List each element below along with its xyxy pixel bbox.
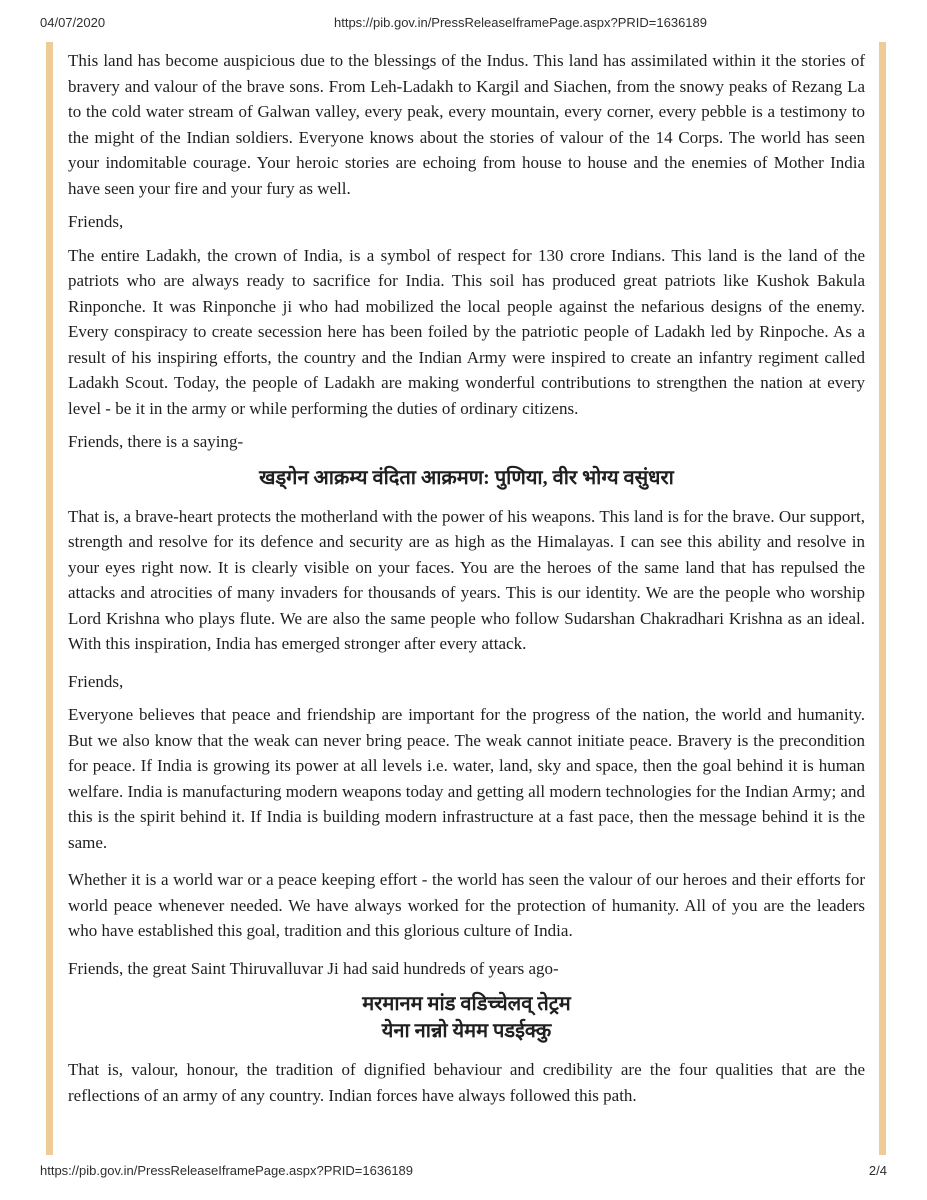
salutation-line [68,669,865,695]
paragraph [68,867,865,944]
page-footer [40,1163,887,1181]
document-body [46,42,886,1155]
salutation-line [68,956,865,982]
paragraph [68,48,865,201]
text-line: Friends, the great Saint Thiruvalluvar Ji had said hundreds of years ago- [68,958,559,978]
text-line: That is, a brave-heart protects the motherland with the power of his weapons. This land is for the brave. Our support, strength and resolve for its defence and security are as high as the Himalayas. I can see this ability and resolve in your eyes right now. It is clearly visible on your faces. You are the heroes of the same land that has repulsed the attacks and atrocities of many invaders for thousands of years. This is our identity. We are the people who worship Lord Krishna who plays flute. We are also the same people who follow Sudarshan Chakradhari Krishna as an ideal. With this inspiration, India has emerged stronger after every attack. [68,506,865,653]
paragraph [68,702,865,855]
text-line: खड्गेन आक्रम्य वंदिता आक्रमण: पुणिया, वीर भोग्य वसुंधरा [259,466,674,489]
footer-url: https://pib.gov.in/PressReleaseIframePage.aspx?PRID=1636189 [40,1163,414,1178]
footer-page-number: 2/4 [868,1163,887,1178]
paragraph [68,504,865,657]
text-line: Friends, there is a saying- [68,432,244,451]
text-line: Friends, [68,212,124,231]
text-line: Everyone believes that peace and friendship are important for the progress of the nation, the world and humanity. But we also know that the weak can never bring peace. The weak cannot initiate peace. Bravery is the precondition for peace. If India is growing its power at all levels i.e. water, land, sky and space, then the goal behind it is human welfare. India is manufacturing modern weapons today and getting all modern technologies for the Indian Army; and this is the spirit behind it. If India is building modern infrastructure at a fast pace, then the message behind it is the same. [68,705,865,852]
text-line: Whether it is a world war or a peace keeping effort - the world has seen the valour of our heroes and their efforts for world peace whenever needed. We have always worked for the protection of humanity. All of you are the leaders who have established this goal, tradition and this glorious culture of India. [68,870,865,940]
paragraph [68,243,865,422]
quote-block [68,465,865,492]
page-header [0,15,927,33]
text-line: The entire Ladakh, the crown of India, is a symbol of respect for 130 crore Indians. This land is the land of the patriots who are always ready to sacrifice for India. This soil has produced great patriots like Kushok Bakula Rinponche. It was Rinponche ji who had mobilized the local people against the nefarious designs of the enemy. Every conspiracy to create secession here has been foiled by the patriotic people of Ladakh led by Rinpoche. As a result of his inspiring efforts, the country and the Indian Army were inspired to create an infantry regiment called Ladakh Scout. Today, the people of Ladakh are making wonderful contributions to strengthen the nation at every level - be it in the army or while performing the duties of ordinary citizens. [68,245,865,418]
text-line: Friends, [68,671,124,691]
salutation-line [68,209,865,235]
quote-block [68,991,865,1045]
paragraph [68,1057,865,1108]
text-line: That is, valour, honour, the tradition of dignified behaviour and credibility are the four qualities that are the reflections of an army of any country. Indian forces have always followed this path. [68,1060,865,1105]
header-url: https://pib.gov.in/PressReleaseIframePage.aspx?PRID=1636189 [333,15,708,30]
salutation-line [68,429,865,455]
text-line: This land has become auspicious due to the blessings of the Indus. This land has assimilated within it the stories of bravery and valour of the brave sons. From Leh-Ladakh to Kargil and Siachen, from the snowy peaks of Rezang La to the cold water stream of Galwan valley, every peak, every mountain, every corner, every pebble is a testimony to the might of the Indian soldiers. Everyone knows about the stories of valour of the 14 Corps. The world has seen your indomitable courage. Your heroic stories are echoing from house to house and the enemies of Mother India have seen your fire and your fury as well. [68,51,865,198]
header-date: 04/07/2020 [40,15,106,30]
text-line: मरमानम मांड वडिच्चेलव् तेट्रम [362,993,571,1015]
text-line: येना नान्नो येमम पडईक्कु [381,1020,552,1042]
